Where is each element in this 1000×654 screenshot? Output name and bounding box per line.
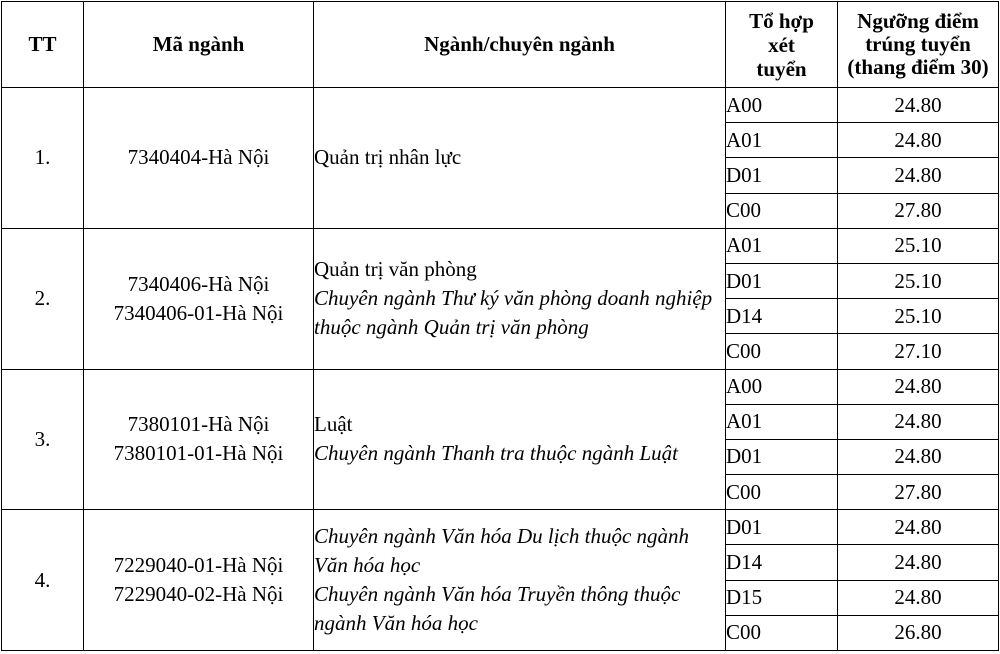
cutoff-score: 27.80 <box>838 193 999 228</box>
subject-combo: D14 <box>726 545 838 580</box>
major-code: 7380101-01-Hà Nội <box>113 441 284 466</box>
cutoff-score: 24.80 <box>838 369 999 404</box>
header-score <box>838 2 999 88</box>
specialization-name: Chuyên ngành Thư ký văn phòng doanh nghiệp thuộc ngành Quản trị văn phòng <box>314 286 713 340</box>
cutoff-score: 24.80 <box>838 88 999 123</box>
cutoff-score: 24.80 <box>838 510 999 545</box>
major-name-cell <box>314 369 726 510</box>
major-name-cell <box>314 88 726 229</box>
major-name: Quản trị nhân lực <box>314 145 462 170</box>
subject-combo: D01 <box>726 439 838 474</box>
row-number: 4. <box>2 510 84 651</box>
table-row <box>2 88 999 123</box>
subject-combo: A00 <box>726 88 838 123</box>
row-number: 1. <box>2 88 84 229</box>
header-score-line: trúng tuyển <box>865 32 971 56</box>
major-name: Luật <box>314 412 353 437</box>
major-code: 7340406-Hà Nội <box>127 271 270 296</box>
major-name-cell <box>314 228 726 369</box>
subject-combo: C00 <box>726 475 838 510</box>
subject-combo: A01 <box>726 404 838 439</box>
specialization-name: Chuyên ngành Thanh tra thuộc ngành Luật <box>314 441 679 466</box>
row-number: 3. <box>2 369 84 510</box>
major-code: 7340406-01-Hà Nội <box>113 300 284 325</box>
cutoff-score: 26.80 <box>838 615 999 650</box>
major-code-cell <box>84 88 314 229</box>
major-code: 7380101-Hà Nội <box>127 412 270 437</box>
header-row <box>2 2 999 88</box>
major-code: 7229040-02-Hà Nội <box>113 582 284 607</box>
major-code-cell <box>84 510 314 651</box>
subject-combo: A00 <box>726 369 838 404</box>
major-code-cell <box>84 369 314 510</box>
major-name: Quản trị văn phòng <box>314 257 477 282</box>
cutoff-score: 25.10 <box>838 263 999 298</box>
subject-combo: C00 <box>726 334 838 369</box>
row-number: 2. <box>2 228 84 369</box>
cutoff-score: 24.80 <box>838 158 999 193</box>
cutoff-score: 24.80 <box>838 580 999 615</box>
cutoff-score: 24.80 <box>838 545 999 580</box>
admission-table <box>1 1 999 651</box>
header-code: Mã ngành <box>84 2 314 88</box>
header-combo-line: xét <box>768 32 795 57</box>
header-tt: TT <box>2 2 84 88</box>
cutoff-score: 24.80 <box>838 439 999 474</box>
cutoff-score: 24.80 <box>838 404 999 439</box>
cutoff-score: 25.10 <box>838 299 999 334</box>
header-score-line: Ngưỡng điểm <box>857 9 979 33</box>
major-name-cell <box>314 510 726 651</box>
subject-combo: D14 <box>726 299 838 334</box>
subject-combo: C00 <box>726 615 838 650</box>
subject-combo: D01 <box>726 158 838 193</box>
cutoff-score: 27.80 <box>838 475 999 510</box>
header-combo-line: tuyển <box>756 56 807 81</box>
subject-combo: A01 <box>726 123 838 158</box>
header-score-line: (thang điểm 30) <box>847 55 989 79</box>
subject-combo: D01 <box>726 510 838 545</box>
header-combo <box>726 2 838 88</box>
subject-combo: A01 <box>726 228 838 263</box>
table-row <box>2 228 999 263</box>
table-row <box>2 369 999 404</box>
subject-combo: D15 <box>726 580 838 615</box>
table-row <box>2 510 999 545</box>
header-combo-line: Tổ hợp <box>749 8 814 33</box>
major-code-cell <box>84 228 314 369</box>
specialization-name: Chuyên ngành Văn hóa Truyền thông thuộc ngành Văn hóa học <box>314 582 681 636</box>
subject-combo: C00 <box>726 193 838 228</box>
major-code: 7229040-01-Hà Nội <box>113 553 284 578</box>
table-body <box>2 88 999 651</box>
specialization-name: Chuyên ngành Văn hóa Du lịch thuộc ngành Văn hóa học <box>314 524 690 578</box>
major-code: 7340404-Hà Nội <box>127 145 270 170</box>
header-major: Ngành/chuyên ngành <box>314 2 726 88</box>
cutoff-score: 25.10 <box>838 228 999 263</box>
subject-combo: D01 <box>726 263 838 298</box>
cutoff-score: 24.80 <box>838 123 999 158</box>
cutoff-score: 27.10 <box>838 334 999 369</box>
